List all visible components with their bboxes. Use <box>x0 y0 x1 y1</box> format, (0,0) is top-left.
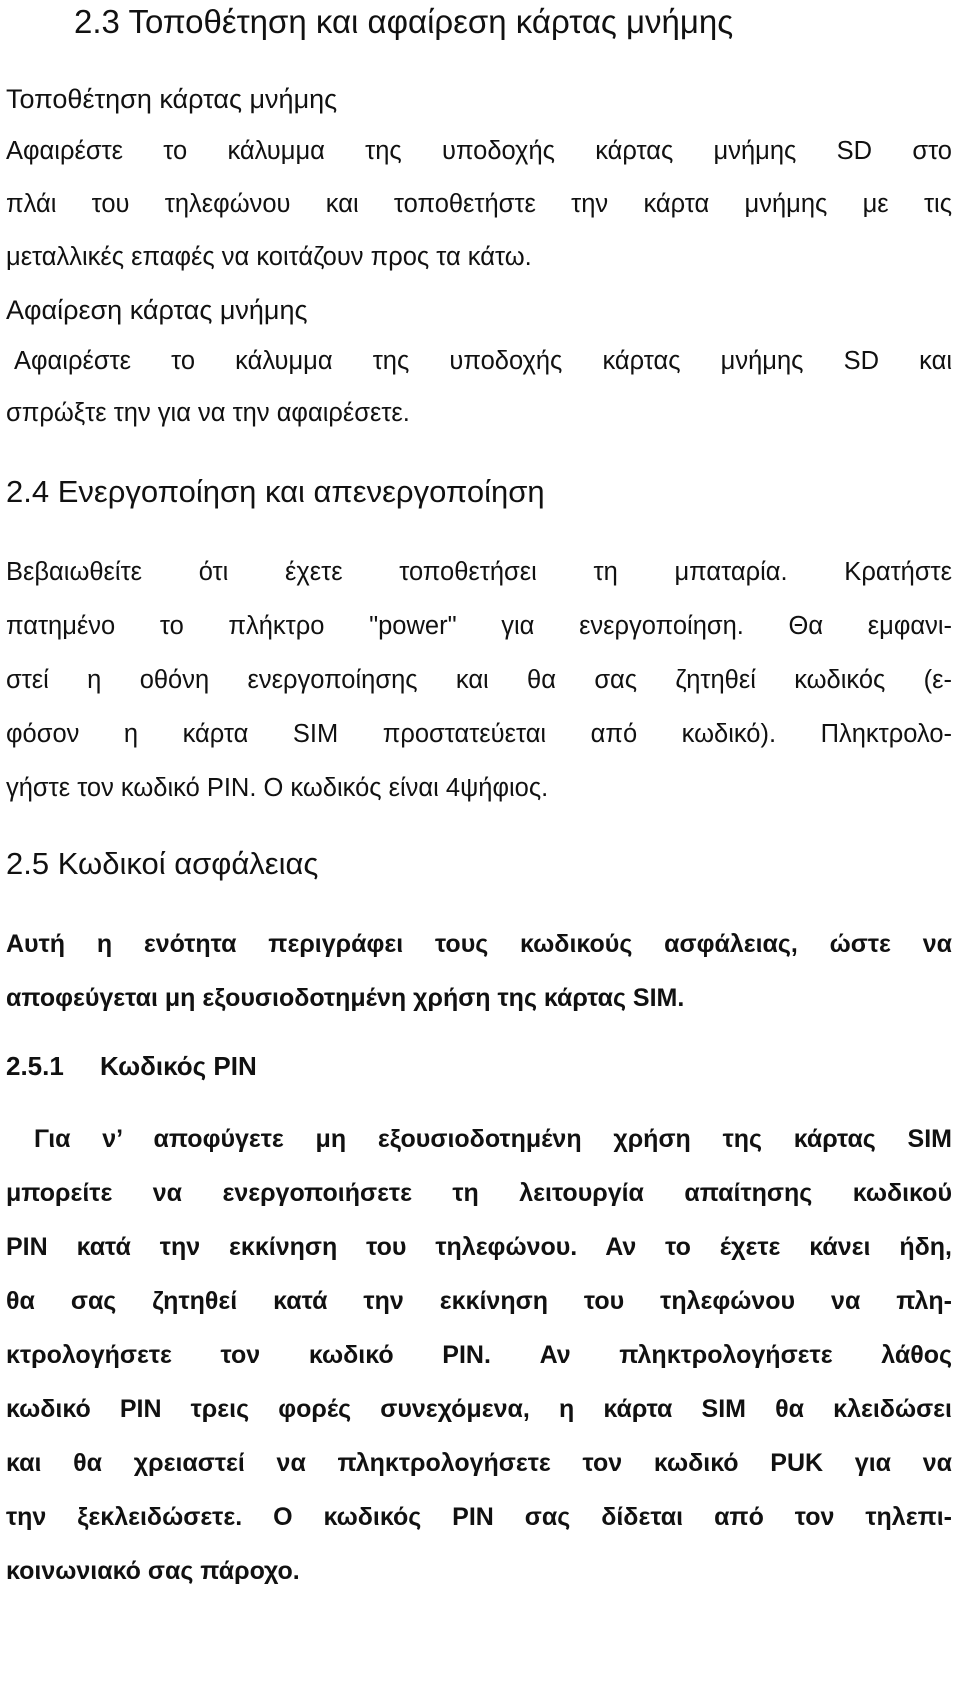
pin-line-5: κτρολογήσετε τον κωδικό PIN. Αν πληκτρολογήσετε λάθος <box>6 1341 952 1369</box>
pin-line-1: Για ν’ αποφύγετε μη εξουσιοδοτημένη χρήση της κάρτας SIM <box>34 1125 952 1153</box>
section-2-5-1-heading <box>6 1053 954 1079</box>
insert-card-line-2: πλάι του τηλεφώνου και τοποθετήστε την κάρτα μνήμης με τις <box>6 190 952 218</box>
power-on-line-2: πατημένο το πλήκτρο "power" για ενεργοποίηση. Θα εμφανι- <box>6 612 952 640</box>
section-2-5-1-number: 2.5.1 <box>6 1051 64 1081</box>
power-on-line-5: γήστε τον κωδικό PIN. Ο κωδικός είναι 4ψήφιος. <box>6 774 549 802</box>
remove-card-line-2: σπρώξτε την για να την αφαιρέσετε. <box>6 399 410 427</box>
remove-card-line-1: Αφαιρέστε το κάλυμμα της υποδοχής κάρτας μνήμης SD και <box>14 347 952 375</box>
power-on-line-3: στεί η οθόνη ενεργοποίησης και θα σας ζητηθεί κωδικός (ε- <box>6 666 952 694</box>
pin-line-9: κοινωνιακό σας πάροχο. <box>6 1557 300 1585</box>
pin-line-7: και θα χρειαστεί να πληκτρολογήσετε τον κωδικό PUK για να <box>6 1449 952 1477</box>
security-codes-line-2: αποφεύγεται μη εξουσιοδοτημένη χρήση της κάρτας SIM. <box>6 984 685 1012</box>
insert-card-line-3: μεταλλικές επαφές να κοιτάζουν προς τα κάτω. <box>6 243 532 271</box>
remove-card-heading: Αφαίρεση κάρτας μνήμης <box>6 295 308 325</box>
insert-card-line-1: Αφαιρέστε το κάλυμμα της υποδοχής κάρτας μνήμης SD στο <box>6 137 952 165</box>
pin-line-2: μπορείτε να ενεργοποιήσετε τη λειτουργία απαίτησης κωδικού <box>6 1179 952 1207</box>
pin-line-4: θα σας ζητηθεί κατά την εκκίνηση του τηλεφώνου να πλη- <box>6 1287 952 1315</box>
section-2-5-title: 2.5 Κωδικοί ασφάλειας <box>6 846 319 881</box>
pin-line-8: την ξεκλειδώσετε. Ο κωδικός PIN σας δίδεται από τον τηλεπι- <box>6 1503 952 1531</box>
insert-card-heading: Τοποθέτηση κάρτας μνήμης <box>6 84 338 114</box>
section-2-4-title: 2.4 Ενεργοποίηση και απενεργοποίηση <box>6 474 545 509</box>
section-2-3-title: 2.3 Τοποθέτηση και αφαίρεση κάρτας μνήμης <box>74 3 734 40</box>
power-on-line-1: Βεβαιωθείτε ότι έχετε τοποθετήσει τη μπαταρία. Κρατήστε <box>6 558 952 586</box>
pin-line-3: PIN κατά την εκκίνηση του τηλεφώνου. Αν το έχετε κάνει ήδη, <box>6 1233 952 1261</box>
pin-line-6: κωδικό PIN τρεις φορές συνεχόμενα, η κάρτα SIM θα κλειδώσει <box>6 1395 952 1423</box>
security-codes-line-1: Αυτή η ενότητα περιγράφει τους κωδικούς ασφάλειας, ώστε να <box>6 930 952 958</box>
power-on-line-4: φόσον η κάρτα SIM προστατεύεται από κωδικό). Πληκτρολο- <box>6 720 952 748</box>
section-2-5-1-title: Κωδικός PIN <box>100 1051 257 1081</box>
